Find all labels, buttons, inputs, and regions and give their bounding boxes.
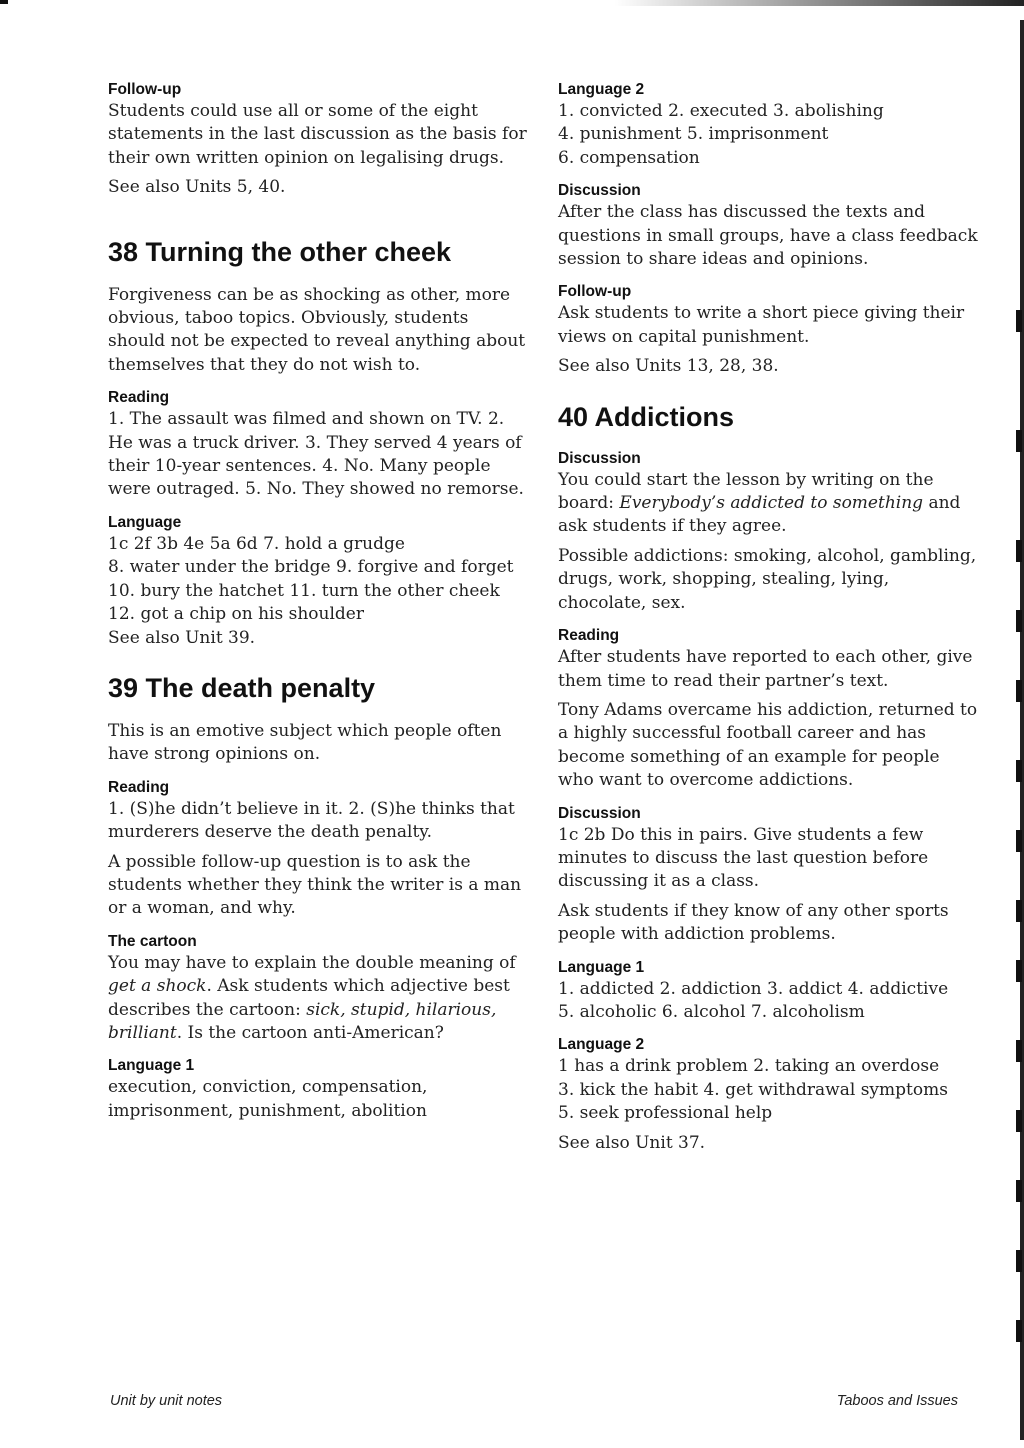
scan-right-edge [1020, 20, 1024, 1440]
binding-mark [1016, 830, 1022, 852]
binding-mark [1016, 1320, 1022, 1342]
unit-39-title: 39 The death penalty [108, 672, 376, 703]
language-2-line: 1 has a drink problem 2. taking an overdose [558, 1056, 940, 1077]
discussion-note: Ask students if they know of any other sports people with addiction problems. [558, 900, 949, 945]
reading-note: Tony Adams overcame his addiction, returned to a highly successful football career and has become something of an example for people who want to overcome addictions. [558, 699, 978, 791]
followup-text: Ask students to write a short piece giving their views on capital punishment. [558, 303, 965, 347]
binding-mark [1016, 430, 1022, 452]
language-2-see-also: See also Unit 37. [558, 1132, 706, 1153]
reading-answers: 1. The assault was filmed and shown on TV. 2. He was a truck driver. 3. They served 4 years of their 10-year sentences. 4. No. Many people were outraged. 5. No. They showed no remorse. [108, 409, 524, 500]
discussion-heading: Discussion [558, 804, 641, 822]
discussion-text: You could start the lesson by writing on the board: Everybody’s addicted to something and ask students if they agree. [558, 469, 961, 537]
followup-heading: Follow-up [558, 283, 632, 301]
possible-addictions: Possible addictions: smoking, alcohol, gambling, drugs, work, shopping, stealing, lying, chocolate, sex. [558, 545, 977, 613]
unit-38-intro: Forgiveness can be as shocking as other, more obvious, taboo topics. Obviously, students should not be expected to reveal anything about themselves that they do not wish to. [108, 284, 526, 375]
binding-mark [1016, 960, 1022, 982]
binding-mark [1016, 1180, 1022, 1202]
binding-mark [1016, 1110, 1022, 1132]
binding-mark [1016, 1040, 1022, 1062]
language-2-line: 4. punishment 5. imprisonment [558, 124, 829, 145]
scan-corner-mark [0, 0, 8, 4]
language-1-heading: Language 1 [108, 1057, 195, 1075]
followup-see-also: See also Units 13, 28, 38. [558, 356, 779, 377]
language-1-text: execution, conviction, compensation, imprisonment, punishment, abolition [108, 1077, 428, 1121]
discussion-text: After the class has discussed the texts and questions in small groups, have a class feedback session to share ideas and opinions. [558, 202, 978, 270]
language-2-heading: Language 2 [558, 81, 645, 98]
language-2-line: 6. compensation [558, 147, 700, 168]
language-1-line: 5. alcoholic 6. alcohol 7. alcoholism [558, 1001, 865, 1022]
reading-answers: 1. (S)he didn’t believe in it. 2. (S)he thinks that murderers deserve the death penalty. [108, 798, 515, 843]
reading-text: After students have reported to each other, give them time to read their partner’s text. [558, 647, 973, 691]
language-1-line: 1. addicted 2. addiction 3. addict 4. addictive [558, 978, 949, 999]
unit-40-title: 40 Addictions [558, 401, 735, 432]
cartoon-text: You may have to explain the double meaning of get a shock. Ask students which adjective best describes the cartoon: sick, stupid, hilarious, brilliant. Is the cartoon anti-American? [108, 952, 516, 1043]
language-answers-line: 8. water under the bridge 9. forgive and forget [108, 557, 514, 578]
footer-right: Taboos and Issues [836, 1393, 958, 1409]
discussion-answers: 1c 2b Do this in pairs. Give students a few minutes to discuss the last question before discussing it as a class. [558, 824, 929, 892]
language-2-heading: Language 2 [558, 1036, 645, 1054]
footer-left: Unit by unit notes [110, 1393, 223, 1409]
unit-39-intro: This is an emotive subject which people often have strong opinions on. [108, 720, 502, 765]
discussion-heading: Discussion [558, 449, 641, 467]
reading-heading: Reading [108, 778, 170, 796]
scan-top-edge [0, 0, 1024, 6]
binding-mark [1016, 610, 1022, 632]
reading-heading: Reading [108, 389, 170, 407]
language-2-line: 3. kick the habit 4. get withdrawal symptoms [558, 1079, 948, 1100]
reading-heading: Reading [558, 627, 620, 645]
language-2-line: 5. seek professional help [558, 1103, 773, 1124]
language-answers-line: 12. got a chip on his shoulder [108, 604, 364, 625]
left-column [108, 80, 528, 1123]
discussion-heading: Discussion [558, 182, 641, 200]
reading-followup-note: A possible follow-up question is to ask the students whether they think the writer is a man or a woman, and why. [108, 851, 522, 919]
binding-mark [1016, 900, 1022, 922]
followup-text: Students could use all or some of the eight statements in the last discussion as the basis for their own written opinion on legalising drugs. [108, 101, 527, 168]
binding-mark [1016, 680, 1022, 702]
language-1-heading: Language 1 [558, 958, 645, 976]
right-column [558, 80, 978, 1155]
language-2-line: 1. convicted 2. executed 3. abolishing [558, 101, 884, 121]
cartoon-heading: The cartoon [108, 932, 197, 950]
followup-see-also: See also Units 5, 40. [108, 177, 286, 198]
binding-mark [1016, 760, 1022, 782]
language-answers-line: 1c 2f 3b 4e 5a 6d 7. hold a grudge [108, 533, 405, 554]
language-heading: Language [108, 513, 182, 531]
followup-heading: Follow-up [108, 81, 182, 98]
binding-mark [1016, 540, 1022, 562]
language-answers-line: 10. bury the hatchet 11. turn the other cheek [108, 580, 500, 601]
unit-38-title: 38 Turning the other cheek [108, 236, 452, 267]
language-see-also: See also Unit 39. [108, 627, 256, 648]
binding-mark [1016, 1250, 1022, 1272]
binding-mark [1016, 310, 1022, 332]
